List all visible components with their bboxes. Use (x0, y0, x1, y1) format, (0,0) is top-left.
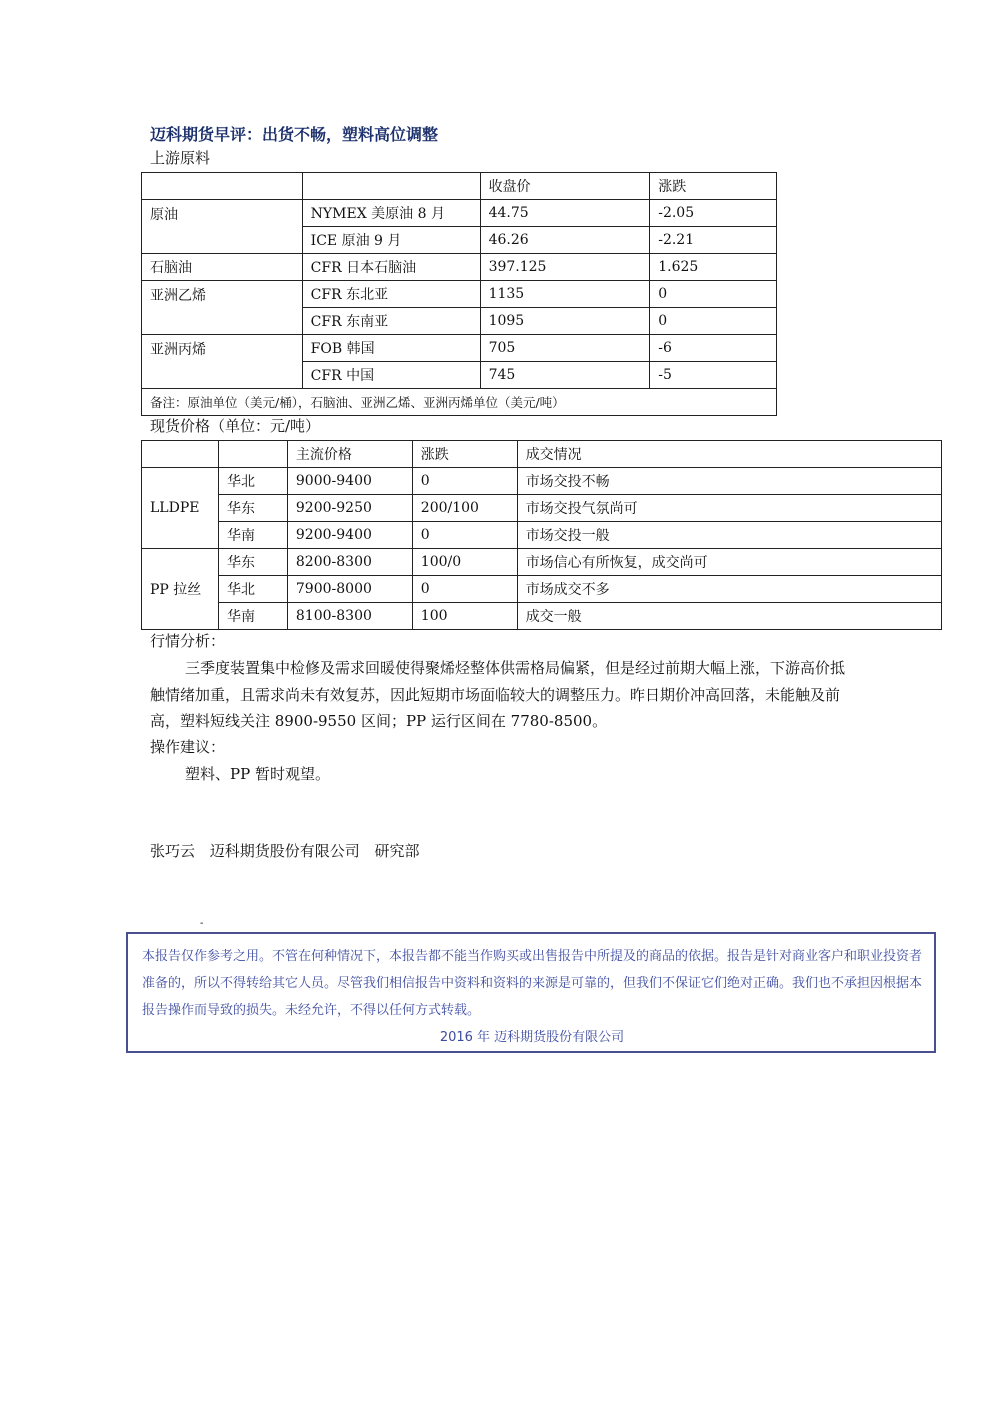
item-cell: ICE 原油 9 月 (302, 227, 480, 254)
change-cell: 0 (412, 576, 517, 603)
table-row (142, 468, 942, 495)
price-cell: 9000-9400 (287, 468, 412, 495)
header-cell: 涨跌 (412, 441, 517, 468)
price-cell: 8200-8300 (287, 549, 412, 576)
table-note: 备注：原油单位（美元/桶），石脑油、亚洲乙烯、亚洲丙烯单位（美元/吨） (142, 389, 777, 416)
separator-dash: - (200, 918, 204, 929)
change-cell: 0 (412, 522, 517, 549)
table-row (142, 281, 777, 308)
status-cell: 市场信心有所恢复，成交尚可 (517, 549, 941, 576)
item-cell: CFR 日本石脑油 (302, 254, 480, 281)
spot-price-table (141, 440, 942, 630)
status-cell: 市场交投气氛尚可 (517, 495, 941, 522)
price-cell: 1135 (480, 281, 650, 308)
table-row (142, 335, 777, 362)
price-cell: 745 (480, 362, 650, 389)
region-cell: 华南 (218, 603, 287, 630)
item-cell: CFR 东北亚 (302, 281, 480, 308)
change-cell: 0 (650, 308, 777, 335)
price-cell: 7900-8000 (287, 576, 412, 603)
advice-text: 塑料、PP 暂时观望。 (185, 765, 330, 783)
price-cell: 9200-9400 (287, 522, 412, 549)
report-title: 迈科期货早评：出货不畅，塑料高位调整 (150, 125, 439, 144)
disclaimer-box (126, 932, 936, 1053)
item-cell: FOB 韩国 (302, 335, 480, 362)
region-cell: 华北 (218, 576, 287, 603)
item-cell: CFR 东南亚 (302, 308, 480, 335)
product-name: LLDPE (142, 468, 219, 549)
header-cell: 收盘价 (480, 173, 650, 200)
change-cell: 200/100 (412, 495, 517, 522)
price-cell: 1095 (480, 308, 650, 335)
header-cell (302, 173, 480, 200)
group-name: 亚洲乙烯 (142, 281, 303, 335)
analysis-heading: 行情分析： (150, 632, 226, 650)
status-cell: 市场成交不多 (517, 576, 941, 603)
region-cell: 华南 (218, 522, 287, 549)
status-cell: 市场交投不畅 (517, 468, 941, 495)
upstream-label: 上游原料 (150, 149, 211, 167)
change-cell: -2.21 (650, 227, 777, 254)
change-cell: 0 (412, 468, 517, 495)
spot-label: 现货价格（单位：元/吨） (150, 417, 321, 435)
region-cell: 华东 (218, 495, 287, 522)
region-cell: 华北 (218, 468, 287, 495)
change-cell: 0 (650, 281, 777, 308)
header-cell (142, 173, 303, 200)
table-header-row (142, 441, 942, 468)
disclaimer-text: 本报告仅作参考之用。不管在何种情况下，本报告都不能当作购买或出售报告中所提及的商品的依据。报告是针对商业客户和职业投资者准备的，所以不得转给其它人员。尽管我们相信报告中资料和资料的来源是可靠的，但我们不保证它们绝对正确。我们也不承担因根据本报告操作而导致的损失。未经允许，不得以任何方式转载。 (142, 949, 923, 1018)
group-name: 石脑油 (142, 254, 303, 281)
change-cell: -2.05 (650, 200, 777, 227)
table-note-row (142, 389, 777, 416)
table-row (142, 200, 777, 227)
change-cell: -5 (650, 362, 777, 389)
header-cell: 涨跌 (650, 173, 777, 200)
group-name: 亚洲丙烯 (142, 335, 303, 389)
region-cell: 华东 (218, 549, 287, 576)
price-cell: 8100-8300 (287, 603, 412, 630)
analysis-text: 三季度装置集中检修及需求回暖使得聚烯烃整体供需格局偏紧，但是经过前期大幅上涨，下游高价抵触情绪加重，且需求尚未有效复苏，因此短期市场面临较大的调整压力。昨日期价冲高回落，未能触及前高，塑料短线关注 8900-9550 区间；PP 运行区间在 7780-8500。 (150, 659, 846, 730)
table-row (142, 549, 942, 576)
table-row (142, 603, 942, 630)
table-row (142, 576, 942, 603)
price-cell: 9200-9250 (287, 495, 412, 522)
table-row (142, 495, 942, 522)
table-row (142, 522, 942, 549)
author-signature: 张巧云 迈科期货股份有限公司 研究部 (150, 842, 420, 860)
price-cell: 46.26 (480, 227, 650, 254)
copyright-footer: 2016 年 迈科期货股份有限公司 (439, 1030, 625, 1045)
advice-heading: 操作建议： (150, 738, 226, 756)
status-cell: 市场交投一般 (517, 522, 941, 549)
table-row (142, 254, 777, 281)
header-cell: 主流价格 (287, 441, 412, 468)
status-cell: 成交一般 (517, 603, 941, 630)
price-cell: 397.125 (480, 254, 650, 281)
item-cell: CFR 中国 (302, 362, 480, 389)
change-cell: 100 (412, 603, 517, 630)
price-cell: 705 (480, 335, 650, 362)
header-cell: 成交情况 (517, 441, 941, 468)
change-cell: -6 (650, 335, 777, 362)
product-name: PP 拉丝 (142, 549, 219, 630)
price-cell: 44.75 (480, 200, 650, 227)
upstream-table (141, 172, 777, 416)
change-cell: 1.625 (650, 254, 777, 281)
change-cell: 100/0 (412, 549, 517, 576)
header-cell (142, 441, 219, 468)
header-cell (218, 441, 287, 468)
item-cell: NYMEX 美原油 8 月 (302, 200, 480, 227)
group-name: 原油 (142, 200, 303, 254)
table-header-row (142, 173, 777, 200)
